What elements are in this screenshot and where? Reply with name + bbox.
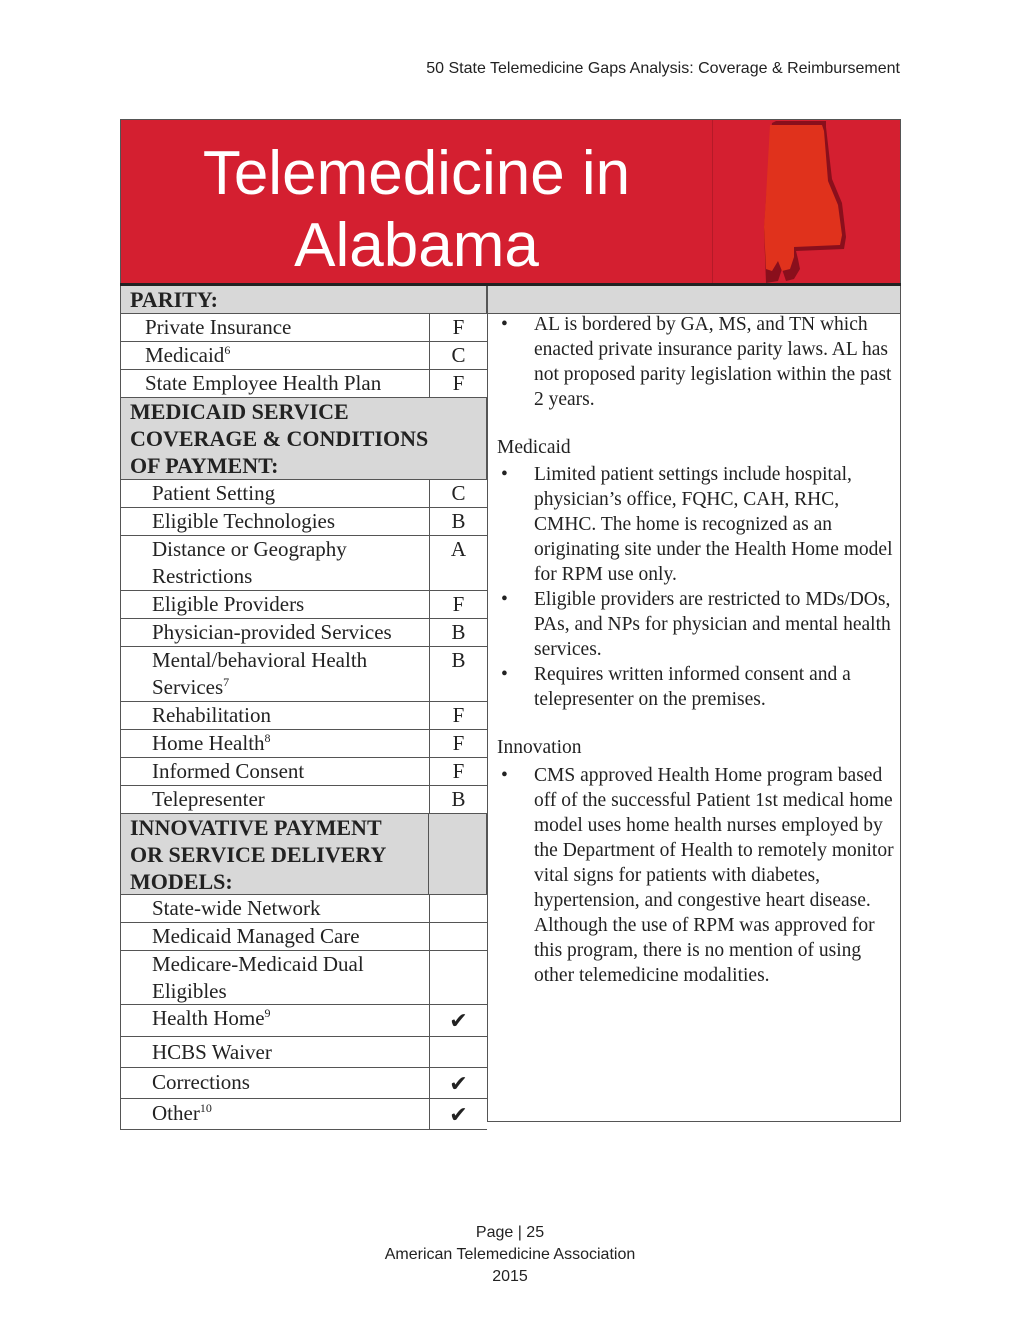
grade-cell: F [429,758,487,785]
check-cell [429,923,487,950]
banner-title [121,138,712,282]
parity-bullet: • AL is bordered by GA, MS, and TN which enacted private insurance parity laws. AL has not proposed parity legislation within the past 2 years. [497,312,897,412]
check-cell: ✔ [429,1005,487,1036]
check-cell [429,1037,487,1067]
page-footer [0,1222,1020,1288]
grade-cell: C [429,480,487,507]
table-row [120,1037,487,1068]
grade-cell: B [429,786,487,813]
row-label: Corrections [152,1070,250,1094]
grade-cell: B [429,619,487,646]
notes-column-header [488,286,900,314]
table-row [120,895,487,923]
row-label: Physician-provided Services [152,620,392,644]
row-label: Health Home$^9$ [152,1006,271,1030]
banner-title-line1: Telemedicine in [202,139,631,208]
banner-title-line2: Alabama [294,211,539,280]
check-cell [429,951,487,1004]
grade-cell: F [429,702,487,729]
table-row [120,591,487,619]
grade-cell: C [429,342,487,369]
footer-organization: American Telemedicine Association [384,1246,636,1263]
row-label: Other$^{10}$ [152,1101,212,1125]
table-row [120,370,487,398]
medicaid-heading: MEDICAID SERVICE COVERAGE & CONDITIONS OF PAYMENT: [120,398,487,480]
row-label: Medicaid$^6$ [145,343,231,367]
grade-cell: F [429,591,487,618]
check-cell: ✔ [429,1099,487,1129]
grade-cell: B [429,647,487,701]
table-row [120,1005,487,1037]
row-label: Eligible Providers [152,592,305,616]
table-row [120,923,487,951]
table-row [120,1068,487,1099]
row-label: Mental/behavioral Health Services$^7$ [152,648,368,699]
table-row [120,1099,487,1130]
table-row [120,619,487,647]
notes-text [497,312,897,988]
table-row [120,786,487,814]
row-label: Medicaid Managed Care [152,924,360,948]
table-row [120,951,487,1005]
row-label: Medicare-Medicaid Dual Eligibles [152,952,364,1003]
medicaid-bullet: • Eligible providers are restricted to MDs/DOs, PAs, and NPs for physician and mental health services. [497,587,897,662]
table-row [120,314,487,342]
innovation-bullet: • CMS approved Health Home program based off of the successful Patient 1st medical home model uses home health nurses employed by the Department of Health to remotely monitor vital signs for patients with diabetes, hypertension, and congestive heart disease. Although the use of RPM was approved for this program, there is no mention of using other telemedicine modalities. [497,763,897,988]
row-label: Private Insurance [145,315,292,339]
row-label: Informed Consent [152,759,305,783]
row-label: HCBS Waiver [152,1040,272,1064]
parity-heading: PARITY: [120,286,487,314]
table-row [120,480,487,508]
alabama-state-map-icon [756,119,856,283]
medicaid-bullet: • Requires written informed consent and a telepresenter on the premises. [497,662,897,712]
row-label: State-wide Network [152,896,321,920]
row-label: Eligible Technologies [152,509,336,533]
row-label: Distance or Geography Restrictions [152,537,347,588]
innovative-heading: INNOVATIVE PAYMENT OR SERVICE DELIVERY MODELS: [120,814,487,895]
table-row [120,702,487,730]
check-cell: ✔ [429,1068,487,1098]
table-row [120,730,487,758]
row-label: Patient Setting [152,481,276,505]
grades-table [120,286,487,1130]
table-row [120,647,487,702]
running-header: 50 State Telemedicine Gaps Analysis: Coverage & Reimbursement [426,60,900,77]
row-label: State Employee Health Plan [145,371,382,395]
grade-cell: F [429,730,487,757]
row-label: Telepresenter [152,787,265,811]
banner-divider [712,120,713,284]
grade-cell: A [429,536,487,590]
check-cell [429,895,487,922]
table-row [120,508,487,536]
medicaid-bullet: • Limited patient settings include hospital, physician’s office, FQHC, CAH, RHC, CMHC. The home is recognized as an originating site under the Health Home model for RPM use only. [497,462,897,587]
innovation-subheading: Innovation [497,737,582,758]
footer-year: 2015 [492,1268,528,1285]
page-number: Page | 25 [475,1224,545,1241]
medicaid-subheading: Medicaid [497,437,571,458]
grade-cell: F [429,370,487,397]
grade-cell: F [429,314,487,341]
row-label: Rehabilitation [152,703,271,727]
table-row [120,342,487,370]
grade-cell: B [429,508,487,535]
table-row [120,758,487,786]
row-label: Home Health$^8$ [152,731,271,755]
table-row [120,536,487,591]
